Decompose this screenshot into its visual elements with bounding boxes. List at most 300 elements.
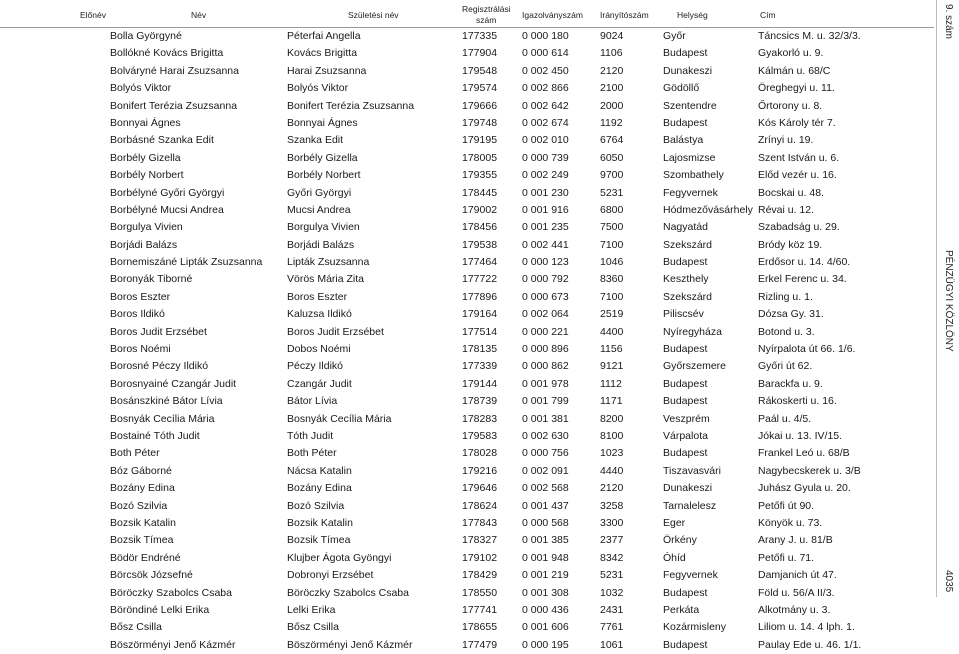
cell-igazolvanyszam: 0 001 308 xyxy=(522,586,569,599)
table-body xyxy=(0,28,934,654)
cell-cim: Nyírpalota út 66. 1/6. xyxy=(758,343,856,356)
cell-iranyitoszam: 4400 xyxy=(600,325,624,338)
cell-regisztralasi-szam: 179164 xyxy=(462,308,498,321)
cell-regisztralasi-szam: 178445 xyxy=(462,186,498,199)
cell-szuletesi-nev: Böröczky Szabolcs Csaba xyxy=(287,586,409,599)
cell-regisztralasi-szam: 178456 xyxy=(462,221,498,234)
cell-iranyitoszam: 1112 xyxy=(600,377,622,390)
cell-iranyitoszam: 7500 xyxy=(600,221,624,234)
cell-szuletesi-nev: Klujber Ágota Gyöngyi xyxy=(287,551,392,564)
cell-igazolvanyszam: 0 002 010 xyxy=(522,134,569,147)
table-row xyxy=(0,271,934,288)
cell-szuletesi-nev: Péczy Ildikó xyxy=(287,360,344,373)
cell-nev: Bostainé Tóth Judit xyxy=(110,429,200,442)
cell-regisztralasi-szam: 178655 xyxy=(462,621,498,634)
table-row xyxy=(0,480,934,497)
cell-iranyitoszam: 2000 xyxy=(600,99,624,112)
cell-szuletesi-nev: Bosnyák Cecília Mária xyxy=(287,412,392,425)
cell-igazolvanyszam: 0 002 674 xyxy=(522,116,569,129)
cell-szuletesi-nev: Borbély Norbert xyxy=(287,169,361,182)
cell-nev: Bosnyák Cecília Mária xyxy=(110,412,215,425)
cell-regisztralasi-szam: 178135 xyxy=(462,343,498,356)
cell-szuletesi-nev: Boros Judit Erzsébet xyxy=(287,325,384,338)
table-row xyxy=(0,45,934,62)
cell-regisztralasi-szam: 177464 xyxy=(462,256,498,269)
cell-regisztralasi-szam: 177479 xyxy=(462,638,498,651)
cell-regisztralasi-szam: 178624 xyxy=(462,499,498,512)
cell-cim: Öreghegyi u. 11. xyxy=(758,82,835,95)
cell-iranyitoszam: 1171 xyxy=(600,395,623,408)
cell-iranyitoszam: 1156 xyxy=(600,343,623,356)
cell-nev: Bödör Endréné xyxy=(110,551,181,564)
cell-nev: Bozány Edina xyxy=(110,482,175,495)
cell-cim: Petőfi út 90. xyxy=(758,499,815,512)
cell-nev: Both Péter xyxy=(110,447,160,460)
cell-szuletesi-nev: Bolyós Viktor xyxy=(287,82,349,95)
cell-regisztralasi-szam: 177843 xyxy=(462,516,498,529)
table-row xyxy=(0,237,934,254)
cell-cim: Révai u. 12. xyxy=(758,203,815,216)
table-row xyxy=(0,202,934,219)
cell-nev: Borbélyné Mucsi Andrea xyxy=(110,203,224,216)
cell-szuletesi-nev: Lipták Zsuzsanna xyxy=(287,256,370,269)
header-helyseg: Helység xyxy=(677,10,708,20)
cell-regisztralasi-szam: 177904 xyxy=(462,47,498,60)
cell-helyseg: Tarnalelesz xyxy=(663,499,717,512)
table-row xyxy=(0,324,934,341)
cell-regisztralasi-szam: 177514 xyxy=(462,325,498,338)
cell-cim: Föld u. 56/A II/3. xyxy=(758,586,835,599)
cell-iranyitoszam: 8200 xyxy=(600,412,624,425)
cell-iranyitoszam: 5231 xyxy=(600,186,624,199)
cell-helyseg: Budapest xyxy=(663,395,708,408)
table-row xyxy=(0,637,934,654)
cell-cim: Kálmán u. 68/C xyxy=(758,64,831,77)
cell-regisztralasi-szam: 178550 xyxy=(462,586,498,599)
cell-igazolvanyszam: 0 000 896 xyxy=(522,343,569,356)
cell-cim: Frankel Leó u. 68/B xyxy=(758,447,850,460)
cell-igazolvanyszam: 0 001 948 xyxy=(522,551,569,564)
table-row xyxy=(0,150,934,167)
cell-nev: Borbásné Szanka Edit xyxy=(110,134,214,147)
cell-helyseg: Budapest xyxy=(663,256,708,269)
cell-igazolvanyszam: 0 002 866 xyxy=(522,82,569,95)
cell-igazolvanyszam: 0 000 123 xyxy=(522,256,569,269)
cell-nev: Borosnyainé Czangár Judit xyxy=(110,377,237,390)
table-row xyxy=(0,585,934,602)
cell-cim: Zrínyi u. 19. xyxy=(758,134,814,147)
cell-regisztralasi-szam: 178429 xyxy=(462,569,498,582)
table-row xyxy=(0,63,934,80)
cell-cim: Gyakorló u. 9. xyxy=(758,47,824,60)
cell-helyseg: Veszprém xyxy=(663,412,710,425)
publication-title: PÉNZÜGYI KÖZLÖNY xyxy=(943,250,954,352)
cell-igazolvanyszam: 0 001 235 xyxy=(522,221,569,234)
cell-regisztralasi-szam: 179102 xyxy=(462,551,498,564)
cell-nev: Bornemiszáné Lipták Zsuzsanna xyxy=(110,256,263,269)
cell-igazolvanyszam: 0 000 792 xyxy=(522,273,569,286)
cell-szuletesi-nev: Bozsik Tímea xyxy=(287,534,351,547)
cell-szuletesi-nev: Tóth Judit xyxy=(287,429,334,442)
cell-igazolvanyszam: 0 001 381 xyxy=(522,412,569,425)
cell-iranyitoszam: 8360 xyxy=(600,273,624,286)
cell-nev: Boros Ildikó xyxy=(110,308,165,321)
cell-regisztralasi-szam: 177722 xyxy=(462,273,498,286)
cell-regisztralasi-szam: 177896 xyxy=(462,290,498,303)
cell-igazolvanyszam: 0 000 739 xyxy=(522,151,569,164)
table-row xyxy=(0,376,934,393)
cell-iranyitoszam: 5231 xyxy=(600,569,624,582)
cell-regisztralasi-szam: 177335 xyxy=(462,30,498,42)
cell-cim: Szabadság u. 29. xyxy=(758,221,840,234)
header-regisztralasi-szam-line1: Regisztrálási xyxy=(462,4,511,14)
cell-szuletesi-nev: Szanka Edit xyxy=(287,134,344,147)
cell-iranyitoszam: 1032 xyxy=(600,586,624,599)
cell-iranyitoszam: 2377 xyxy=(600,534,624,547)
cell-helyseg: Balástya xyxy=(663,134,704,147)
cell-nev: Boros Judit Erzsébet xyxy=(110,325,207,338)
cell-igazolvanyszam: 0 001 385 xyxy=(522,534,569,547)
cell-cim: Arany J. u. 81/B xyxy=(758,534,833,547)
cell-cim: Rákoskerti u. 16. xyxy=(758,395,837,408)
cell-szuletesi-nev: Bozány Edina xyxy=(287,482,352,495)
cell-szuletesi-nev: Bonifert Terézia Zsuzsanna xyxy=(287,99,415,112)
table-row xyxy=(0,550,934,567)
cell-igazolvanyszam: 0 000 862 xyxy=(522,360,569,373)
cell-nev: Bozsik Katalin xyxy=(110,516,176,529)
cell-szuletesi-nev: Kovács Brigitta xyxy=(287,47,358,60)
header-elonev: Előnév xyxy=(80,10,106,20)
cell-helyseg: Szentendre xyxy=(663,99,717,112)
cell-szuletesi-nev: Győri Györgyi xyxy=(287,186,352,199)
cell-iranyitoszam: 6050 xyxy=(600,151,624,164)
cell-igazolvanyszam: 0 001 799 xyxy=(522,395,569,408)
cell-cim: Kós Károly tér 7. xyxy=(758,116,836,129)
cell-igazolvanyszam: 0 001 230 xyxy=(522,186,569,199)
cell-igazolvanyszam: 0 001 606 xyxy=(522,621,569,634)
cell-szuletesi-nev: Bősz Csilla xyxy=(287,621,339,634)
cell-nev: Bolváryné Harai Zsuzsanna xyxy=(110,64,239,77)
cell-regisztralasi-szam: 178005 xyxy=(462,151,498,164)
cell-nev: Borbélyné Győri Györgyi xyxy=(110,186,225,199)
cell-igazolvanyszam: 0 002 441 xyxy=(522,238,569,251)
cell-regisztralasi-szam: 179548 xyxy=(462,64,498,77)
cell-szuletesi-nev: Lelki Erika xyxy=(287,603,336,616)
cell-helyseg: Lajosmizse xyxy=(663,151,716,164)
cell-szuletesi-nev: Dobos Noémi xyxy=(287,343,351,356)
cell-nev: Boros Eszter xyxy=(110,290,171,303)
cell-cim: Damjanich út 47. xyxy=(758,569,837,582)
cell-iranyitoszam: 1046 xyxy=(600,256,624,269)
cell-nev: Bóz Gáborné xyxy=(110,464,172,477)
cell-igazolvanyszam: 0 000 180 xyxy=(522,30,569,42)
cell-igazolvanyszam: 0 002 630 xyxy=(522,429,569,442)
cell-cim: Botond u. 3. xyxy=(758,325,815,338)
cell-igazolvanyszam: 0 000 436 xyxy=(522,603,569,616)
cell-igazolvanyszam: 0 000 756 xyxy=(522,447,569,460)
cell-iranyitoszam: 2431 xyxy=(600,603,624,616)
table-row xyxy=(0,254,934,271)
cell-szuletesi-nev: Kaluzsa Ildikó xyxy=(287,308,352,321)
cell-igazolvanyszam: 0 000 221 xyxy=(522,325,569,338)
cell-cim: Alkotmány u. 3. xyxy=(758,603,831,616)
cell-regisztralasi-szam: 179748 xyxy=(462,116,498,129)
cell-helyseg: Szekszárd xyxy=(663,238,713,251)
cell-helyseg: Győr xyxy=(663,30,686,42)
cell-cim: Szent István u. 6. xyxy=(758,151,840,164)
cell-igazolvanyszam: 0 001 978 xyxy=(522,377,569,390)
cell-helyseg: Kozármisleny xyxy=(663,621,727,634)
header-iranyitoszam: Irányítószám xyxy=(600,10,649,20)
cell-helyseg: Budapest xyxy=(663,343,708,356)
cell-helyseg: Gödöllő xyxy=(663,82,700,95)
cell-regisztralasi-szam: 178739 xyxy=(462,395,498,408)
cell-regisztralasi-szam: 179144 xyxy=(462,377,498,390)
cell-helyseg: Örkény xyxy=(663,534,697,547)
cell-regisztralasi-szam: 177339 xyxy=(462,360,498,373)
cell-helyseg: Hódmezővásárhely xyxy=(663,203,753,216)
cell-iranyitoszam: 6800 xyxy=(600,203,624,216)
cell-cim: Juhász Gyula u. 20. xyxy=(758,482,851,495)
cell-szuletesi-nev: Bátor Lívia xyxy=(287,395,338,408)
cell-nev: Börcsök Józsefné xyxy=(110,569,193,582)
cell-cim: Dózsa Gy. 31. xyxy=(758,308,824,321)
cell-helyseg: Budapest xyxy=(663,447,708,460)
cell-helyseg: Tiszavasvári xyxy=(663,464,721,477)
cell-iranyitoszam: 3300 xyxy=(600,516,624,529)
cell-cim: Nagybecskerek u. 3/B xyxy=(758,464,861,477)
header-cim: Cím xyxy=(760,10,776,20)
cell-regisztralasi-szam: 178028 xyxy=(462,447,498,460)
table-row xyxy=(0,98,934,115)
table-row xyxy=(0,445,934,462)
cell-nev: Bollókné Kovács Brigitta xyxy=(110,47,224,60)
cell-cim: Táncsics M. u. 32/3/3. xyxy=(758,30,861,42)
cell-igazolvanyszam: 0 001 916 xyxy=(522,203,569,216)
cell-regisztralasi-szam: 179666 xyxy=(462,99,498,112)
table-row xyxy=(0,463,934,480)
cell-nev: Borjádi Balázs xyxy=(110,238,178,251)
cell-igazolvanyszam: 0 000 614 xyxy=(522,47,569,60)
cell-szuletesi-nev: Czangár Judit xyxy=(287,377,352,390)
cell-regisztralasi-szam: 179002 xyxy=(462,203,498,216)
header-regisztralasi-szam-line2: szám xyxy=(476,15,497,25)
cell-helyseg: Perkáta xyxy=(663,603,700,616)
cell-nev: Bozsik Tímea xyxy=(110,534,174,547)
cell-iranyitoszam: 2120 xyxy=(600,64,624,77)
table-row xyxy=(0,185,934,202)
cell-nev: Böszörményi Jenő Kázmér xyxy=(110,638,236,651)
cell-cim: Paál u. 4/5. xyxy=(758,412,812,425)
cell-iranyitoszam: 9121 xyxy=(600,360,624,373)
cell-igazolvanyszam: 0 001 437 xyxy=(522,499,569,512)
cell-helyseg: Eger xyxy=(663,516,686,529)
header-szuletesi-nev: Születési név xyxy=(348,10,399,20)
cell-iranyitoszam: 1192 xyxy=(600,116,623,129)
cell-helyseg: Piliscsév xyxy=(663,308,704,321)
cell-iranyitoszam: 2100 xyxy=(600,82,624,95)
cell-regisztralasi-szam: 179195 xyxy=(462,134,498,147)
cell-iranyitoszam: 1061 xyxy=(600,638,624,651)
cell-igazolvanyszam: 0 000 568 xyxy=(522,516,569,529)
table-row xyxy=(0,341,934,358)
cell-iranyitoszam: 3258 xyxy=(600,499,624,512)
table-row xyxy=(0,358,934,375)
cell-iranyitoszam: 2120 xyxy=(600,482,624,495)
cell-regisztralasi-szam: 179216 xyxy=(462,464,498,477)
cell-szuletesi-nev: Boros Eszter xyxy=(287,290,348,303)
cell-szuletesi-nev: Both Péter xyxy=(287,447,337,460)
cell-nev: Bősz Csilla xyxy=(110,621,162,634)
page-number: 4035 xyxy=(943,570,954,593)
cell-cim: Barackfa u. 9. xyxy=(758,377,823,390)
cell-helyseg: Budapest xyxy=(663,377,708,390)
cell-igazolvanyszam: 0 002 450 xyxy=(522,64,569,77)
cell-szuletesi-nev: Borbély Gizella xyxy=(287,151,358,164)
cell-igazolvanyszam: 0 002 091 xyxy=(522,464,569,477)
table-row xyxy=(0,80,934,97)
cell-helyseg: Budapest xyxy=(663,47,708,60)
cell-nev: Bonifert Terézia Zsuzsanna xyxy=(110,99,238,112)
cell-iranyitoszam: 9700 xyxy=(600,169,624,182)
cell-szuletesi-nev: Vörös Mária Zita xyxy=(287,273,365,286)
cell-nev: Bolla Györgyné xyxy=(110,30,182,42)
cell-iranyitoszam: 6764 xyxy=(600,134,624,147)
cell-nev: Boronyák Tiborné xyxy=(110,273,193,286)
table-row xyxy=(0,28,934,45)
cell-igazolvanyszam: 0 001 219 xyxy=(522,569,569,582)
table-row xyxy=(0,289,934,306)
table-row xyxy=(0,132,934,149)
cell-nev: Borbély Norbert xyxy=(110,169,184,182)
cell-igazolvanyszam: 0 000 673 xyxy=(522,290,569,303)
cell-helyseg: Fegyvernek xyxy=(663,569,718,582)
cell-szuletesi-nev: Harai Zsuzsanna xyxy=(287,64,367,77)
table-row xyxy=(0,115,934,132)
cell-igazolvanyszam: 0 002 064 xyxy=(522,308,569,321)
cell-szuletesi-nev: Bozsik Katalin xyxy=(287,516,353,529)
cell-iranyitoszam: 7100 xyxy=(600,290,624,303)
table-row xyxy=(0,219,934,236)
cell-helyseg: Győrszemere xyxy=(663,360,727,373)
cell-helyseg: Budapest xyxy=(663,586,708,599)
cell-nev: Borbély Gizella xyxy=(110,151,181,164)
cell-iranyitoszam: 1023 xyxy=(600,447,624,460)
cell-nev: Bonnyai Ágnes xyxy=(110,116,181,129)
cell-nev: Boros Noémi xyxy=(110,343,171,356)
cell-iranyitoszam: 7761 xyxy=(600,621,624,634)
cell-nev: Borgulya Vivien xyxy=(110,221,183,234)
cell-regisztralasi-szam: 179538 xyxy=(462,238,498,251)
cell-igazolvanyszam: 0 002 249 xyxy=(522,169,569,182)
cell-nev: Böröczky Szabolcs Csaba xyxy=(110,586,232,599)
cell-helyseg: Várpalota xyxy=(663,429,708,442)
cell-nev: Bolyós Viktor xyxy=(110,82,172,95)
cell-cim: Előd vezér u. 16. xyxy=(758,169,837,182)
table-row xyxy=(0,167,934,184)
cell-szuletesi-nev: Bozó Szilvia xyxy=(287,499,345,512)
cell-helyseg: Fegyvernek xyxy=(663,186,718,199)
cell-helyseg: Szombathely xyxy=(663,169,724,182)
cell-cim: Erdősor u. 14. 4/60. xyxy=(758,256,851,269)
cell-regisztralasi-szam: 179574 xyxy=(462,82,498,95)
cell-helyseg: Budapest xyxy=(663,116,708,129)
header-nev: Név xyxy=(191,10,207,20)
table-row xyxy=(0,393,934,410)
cell-regisztralasi-szam: 179646 xyxy=(462,482,498,495)
cell-helyseg: Dunakeszi xyxy=(663,64,713,77)
table-row xyxy=(0,602,934,619)
cell-cim: Könyök u. 73. xyxy=(758,516,823,529)
table-row xyxy=(0,515,934,532)
cell-helyseg: Keszthely xyxy=(663,273,709,286)
cell-cim: Rizling u. 1. xyxy=(758,290,813,303)
cell-szuletesi-nev: Böszörményi Jenő Kázmér xyxy=(287,638,413,651)
cell-cim: Petőfi u. 71. xyxy=(758,551,815,564)
table-row xyxy=(0,532,934,549)
cell-regisztralasi-szam: 178327 xyxy=(462,534,498,547)
cell-cim: Bocskai u. 48. xyxy=(758,186,824,199)
cell-nev: Bosánszkiné Bátor Lívia xyxy=(110,395,223,408)
table-row xyxy=(0,498,934,515)
cell-helyseg: Óhíd xyxy=(663,551,686,564)
table-header xyxy=(0,0,934,28)
cell-cim: Őrtorony u. 8. xyxy=(758,99,823,112)
cell-nev: Bozó Szilvia xyxy=(110,499,168,512)
cell-regisztralasi-szam: 179355 xyxy=(462,169,498,182)
cell-cim: Bródy köz 19. xyxy=(758,238,823,251)
cell-cim: Liliom u. 14. 4 lph. 1. xyxy=(758,621,855,634)
cell-cim: Paulay Ede u. 46. 1/1. xyxy=(758,638,862,651)
cell-iranyitoszam: 8342 xyxy=(600,551,624,564)
header-igazolvanyszam: Igazolványszám xyxy=(522,10,583,20)
cell-igazolvanyszam: 0 002 642 xyxy=(522,99,569,112)
cell-iranyitoszam: 8100 xyxy=(600,429,624,442)
cell-szuletesi-nev: Bonnyai Ágnes xyxy=(287,116,358,129)
cell-iranyitoszam: 2519 xyxy=(600,308,624,321)
cell-regisztralasi-szam: 177741 xyxy=(462,603,498,616)
issue-label: 9. szám xyxy=(943,4,954,40)
cell-igazolvanyszam: 0 002 568 xyxy=(522,482,569,495)
cell-helyseg: Dunakeszi xyxy=(663,482,713,495)
cell-igazolvanyszam: 0 000 195 xyxy=(522,638,569,651)
cell-regisztralasi-szam: 179583 xyxy=(462,429,498,442)
table-row xyxy=(0,619,934,636)
cell-cim: Erkel Ferenc u. 34. xyxy=(758,273,847,286)
cell-helyseg: Nagyatád xyxy=(663,221,708,234)
cell-regisztralasi-szam: 178283 xyxy=(462,412,498,425)
cell-nev: Böröndiné Lelki Erika xyxy=(110,603,210,616)
cell-szuletesi-nev: Nácsa Katalin xyxy=(287,464,352,477)
cell-szuletesi-nev: Péterfai Angella xyxy=(287,30,361,42)
cell-iranyitoszam: 1106 xyxy=(600,47,623,60)
cell-nev: Borosné Péczy Ildikó xyxy=(110,360,209,373)
table-row xyxy=(0,411,934,428)
cell-cim: Jókai u. 13. IV/15. xyxy=(758,429,843,442)
cell-iranyitoszam: 7100 xyxy=(600,238,624,251)
cell-helyseg: Nyíregyháza xyxy=(663,325,722,338)
cell-cim: Győri út 62. xyxy=(758,360,813,373)
table-row xyxy=(0,428,934,445)
cell-szuletesi-nev: Dobronyi Erzsébet xyxy=(287,569,374,582)
cell-szuletesi-nev: Mucsi Andrea xyxy=(287,203,351,216)
cell-iranyitoszam: 9024 xyxy=(600,30,624,42)
cell-iranyitoszam: 4440 xyxy=(600,464,624,477)
cell-szuletesi-nev: Borjádi Balázs xyxy=(287,238,355,251)
cell-helyseg: Budapest xyxy=(663,638,708,651)
cell-szuletesi-nev: Borgulya Vivien xyxy=(287,221,360,234)
table-row xyxy=(0,306,934,323)
